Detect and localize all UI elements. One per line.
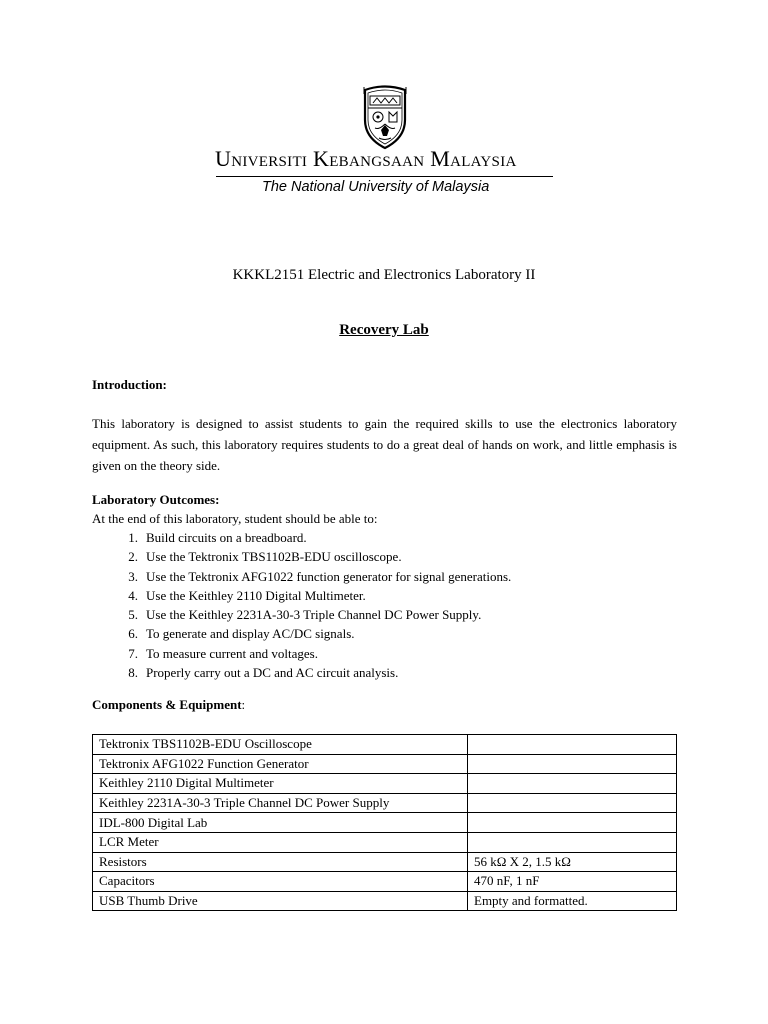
table-row <box>93 872 677 892</box>
list-number: 8. <box>128 665 138 681</box>
equipment-detail <box>468 735 677 755</box>
list-item <box>92 567 652 586</box>
equipment-detail: 470 nF, 1 nF <box>468 872 677 892</box>
equipment-item: Resistors <box>93 852 468 872</box>
list-item <box>92 586 652 605</box>
table-row <box>93 754 677 774</box>
list-number: 6. <box>128 626 138 642</box>
list-text: To generate and display AC/DC signals. <box>146 626 355 642</box>
lab-title: Recovery Lab <box>339 322 429 338</box>
equipment-detail <box>468 793 677 813</box>
list-text: Properly carry out a DC and AC circuit analysis. <box>146 665 399 681</box>
list-text: To measure current and voltages. <box>146 645 318 661</box>
equipment-detail <box>468 832 677 852</box>
list-item <box>92 663 652 682</box>
list-text: Use the Keithley 2110 Digital Multimeter. <box>146 587 366 603</box>
introduction-heading: Introduction: <box>92 377 167 392</box>
list-number: 2. <box>128 549 138 565</box>
list-number: 1. <box>128 530 138 545</box>
components-heading-text: Components & Equipment <box>92 697 242 712</box>
list-item <box>92 528 652 547</box>
list-text: Use the Tektronix AFG1022 function generator for signal generations. <box>146 568 512 584</box>
university-crest-logo <box>359 84 411 150</box>
list-number: 7. <box>128 645 138 661</box>
equipment-table <box>92 734 677 911</box>
list-text: Use the Tektronix TBS1102B-EDU oscilloscope. <box>146 549 402 565</box>
university-name: Universiti Kebangsaan Malaysia <box>215 146 517 171</box>
list-item <box>92 624 652 643</box>
course-title: KKKL2151 Electric and Electronics Laboratory II <box>232 267 536 283</box>
equipment-item: Keithley 2231A-30-3 Triple Channel DC Power Supply <box>93 793 468 813</box>
list-number: 3. <box>128 568 138 584</box>
list-item <box>92 605 652 624</box>
list-number: 4. <box>128 587 138 603</box>
list-text: Build circuits on a breadboard. <box>146 530 307 545</box>
table-row <box>93 852 677 872</box>
components-heading-colon: : <box>241 697 246 712</box>
equipment-detail <box>468 774 677 794</box>
equipment-detail: 56 kΩ X 2, 1.5 kΩ <box>468 852 677 872</box>
table-row <box>93 891 677 911</box>
list-text: Use the Keithley 2231A-30-3 Triple Channel DC Power Supply. <box>146 607 482 623</box>
equipment-item: LCR Meter <box>93 832 468 852</box>
list-item <box>92 547 652 566</box>
table-row <box>93 832 677 852</box>
outcomes-lead: At the end of this laboratory, student should be able to: <box>92 511 378 526</box>
equipment-item: Tektronix AFG1022 Function Generator <box>93 754 468 774</box>
table-row <box>93 813 677 833</box>
table-row <box>93 793 677 813</box>
introduction-paragraph: This laboratory is designed to assist students to gain the required skills to use the electronics laboratory equipment. As such, this laboratory requires students to do a great deal of hands on work, and little emphasis is given on the theory side. <box>92 416 677 473</box>
equipment-item: IDL-800 Digital Lab <box>93 813 468 833</box>
equipment-item: Keithley 2110 Digital Multimeter <box>93 774 468 794</box>
table-row <box>93 774 677 794</box>
header-divider <box>216 176 553 177</box>
equipment-item: Capacitors <box>93 872 468 892</box>
equipment-item: Tektronix TBS1102B-EDU Oscilloscope <box>93 735 468 755</box>
list-number: 5. <box>128 607 138 623</box>
equipment-detail <box>468 813 677 833</box>
list-item <box>92 644 652 663</box>
equipment-detail <box>468 754 677 774</box>
components-heading <box>92 695 245 715</box>
outcomes-heading: Laboratory Outcomes: <box>92 492 220 507</box>
equipment-item: USB Thumb Drive <box>93 891 468 911</box>
equipment-detail: Empty and formatted. <box>468 891 677 911</box>
table-row <box>93 735 677 755</box>
outcomes-list <box>92 528 652 682</box>
university-subtitle: The National University of Malaysia <box>262 179 490 195</box>
